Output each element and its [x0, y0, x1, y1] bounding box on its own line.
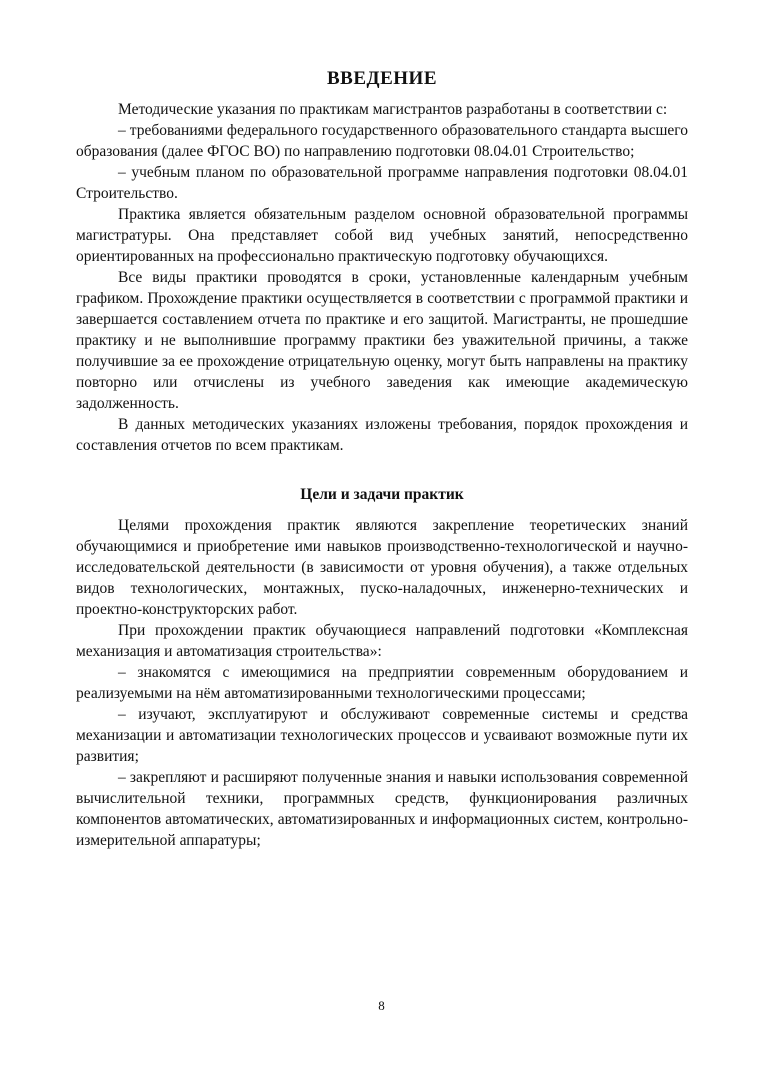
section-paragraph: Целями прохождения практик являются закрепление теоретических знаний обучающимися и приобретение ими навыков производственно-технологической и научно-исследовательской деятельности (в зависимости от уровня обучения), а также отдельных видов технологических, монтажных, пуско-наладочных, инженерно-технических и проектно-конструкторских работ. [76, 517, 688, 618]
page-title: ВВЕДЕНИЕ [327, 68, 437, 89]
section-paragraph: При прохождении практик обучающиеся направлений подготовки «Комплексная механизация и автоматизация строительства»: [76, 622, 688, 660]
section-paragraph: – закрепляют и расширяют полученные знания и навыки использования современной вычислительной техники, программных средств, функционирования различных компонентов автоматических, автоматизированных и информационных систем, контрольно-измерительной аппаратуры; [76, 769, 688, 849]
section-paragraph: – знакомятся с имеющимися на предприятии современным оборудованием и реализуемыми на нём автоматизированными технологическими процессами; [76, 664, 688, 702]
intro-paragraph: Практика является обязательным разделом основной образовательной программы магистратуры. Она представляет собой вид учебных занятий, непосредственно ориентированных на профессионально практическую подготовку обучающихся. [76, 206, 688, 265]
section-heading: Цели и задачи практик [300, 486, 464, 503]
intro-paragraph: В данных методических указаниях изложены требования, порядок прохождения и составления отчетов по всем практикам. [76, 416, 688, 454]
page-number: 8 [378, 998, 385, 1013]
intro-paragraph: – учебным планом по образовательной программе направления подготовки 08.04.01 Строительство. [76, 164, 688, 202]
intro-paragraph: – требованиями федерального государственного образовательного стандарта высшего образования (далее ФГОС ВО) по направлению подготовки 08.04.01 Строительство; [76, 122, 688, 160]
section-paragraph: – изучают, эксплуатируют и обслуживают современные системы и средства механизации и автоматизации технологических процессов и усваивают возможные пути их развития; [76, 706, 688, 765]
intro-paragraph: Методические указания по практикам магистрантов разработаны в соответствии с: [118, 101, 668, 118]
page-content [76, 68, 688, 851]
intro-paragraph: Все виды практики проводятся в сроки, установленные календарным учебным графиком. Прохождение практики осуществляется в соответствии с программой практики и завершается составлением отчета по практике и его защитой. Магистранты, не прошедшие практику и не выполнившие программу практики без уважительной причины, а также получившие за ее прохождение отрицательную оценку, могут быть направлены на практику повторно или отчислены из учебного заведения как имеющие академическую задолженность. [76, 269, 688, 412]
